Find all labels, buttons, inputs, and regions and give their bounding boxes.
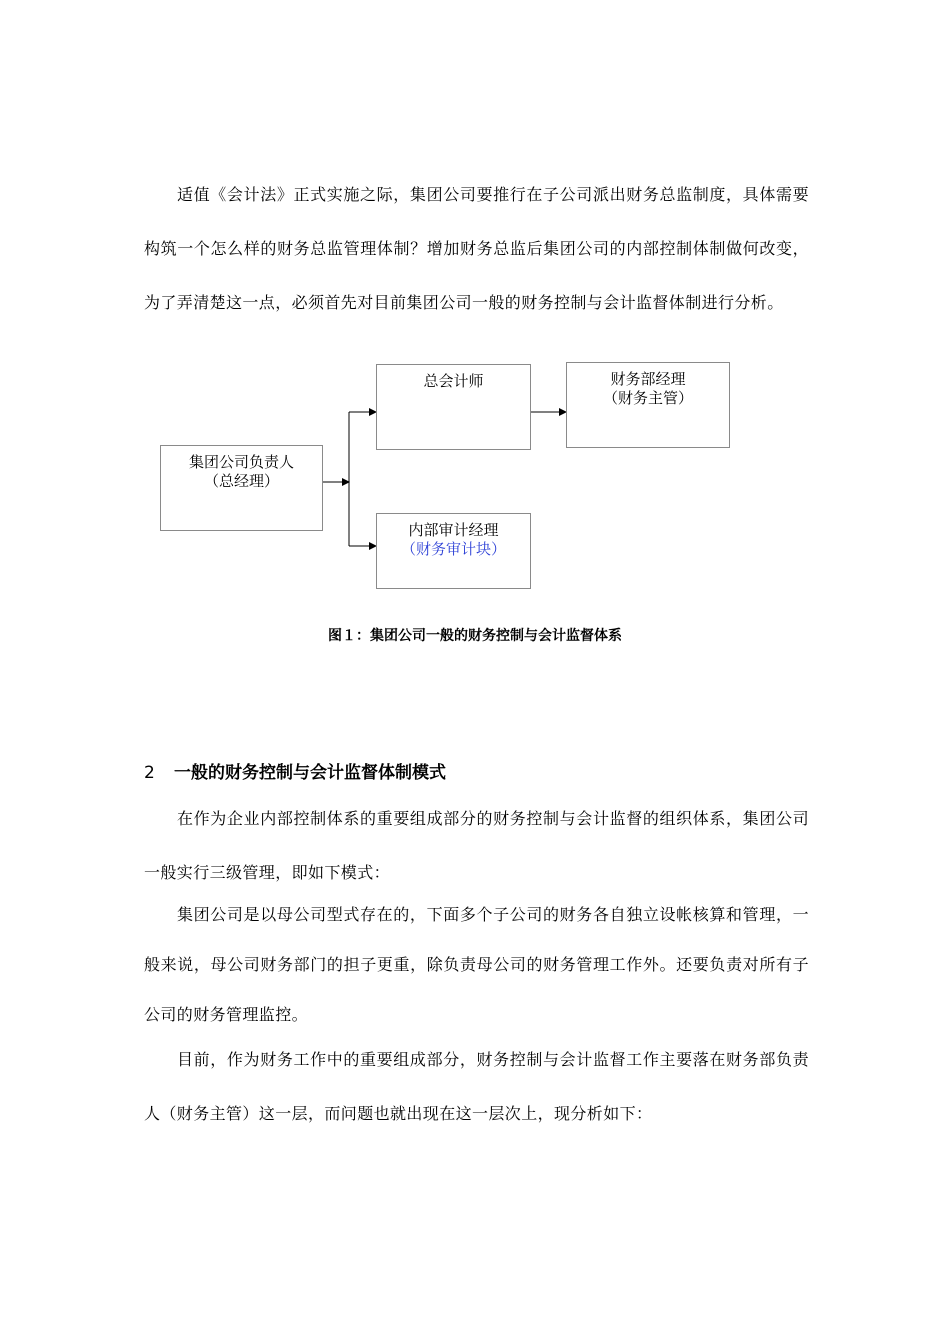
paragraph-parent-company: 集团公司是以母公司型式存在的，下面多个子公司的财务各自独立设帐核算和管理，一般来说，母公司财务部门的担子更重，除负责母公司的财务管理工作外。还要负责对所有子公司的财务管理监控。	[144, 905, 809, 1024]
box-finance-manager-title: 财务部经理	[610, 370, 686, 388]
box-finance-manager	[566, 362, 730, 448]
box-chief-accountant	[376, 364, 531, 450]
section-number: 2	[144, 763, 155, 783]
intro-paragraph: 适值《会计法》正式实施之际，集团公司要推行在子公司派出财务总监制度，具体需要构筑一个怎么样的财务总监管理体制？增加财务总监后集团公司的内部控制体制做何改变，为了弄清楚这一点，必须首先对目前集团公司一般的财务控制与会计监督体制进行分析。	[144, 185, 809, 312]
figure-caption: 图１：集团公司一般的财务控制与会计监督体系	[328, 628, 622, 644]
box-group-head	[160, 445, 323, 531]
paragraph-current-issue: 目前，作为财务工作中的重要组成部分，财务控制与会计监督工作主要落在财务部负责人（财务主管）这一层，而问题也就出现在这一层次上，现分析如下：	[144, 1050, 809, 1123]
box-group-head-title: 集团公司负责人	[188, 453, 294, 471]
paragraph-organization: 在作为企业内部控制体系的重要组成部分的财务控制与会计监督的组织体系，集团公司一般实行三级管理，即如下模式：	[144, 809, 809, 882]
box-audit-manager-subtitle: （财务审计块）	[400, 540, 506, 558]
box-group-head-subtitle: （总经理）	[203, 472, 279, 490]
box-finance-manager-subtitle: （财务主管）	[602, 389, 693, 407]
box-chief-accountant-title: 总会计师	[423, 372, 484, 390]
box-audit-manager-title: 内部审计经理	[408, 521, 499, 539]
section-heading	[144, 758, 446, 783]
section-title: 一般的财务控制与会计监督体制模式	[174, 763, 446, 783]
box-audit-manager	[376, 513, 531, 589]
